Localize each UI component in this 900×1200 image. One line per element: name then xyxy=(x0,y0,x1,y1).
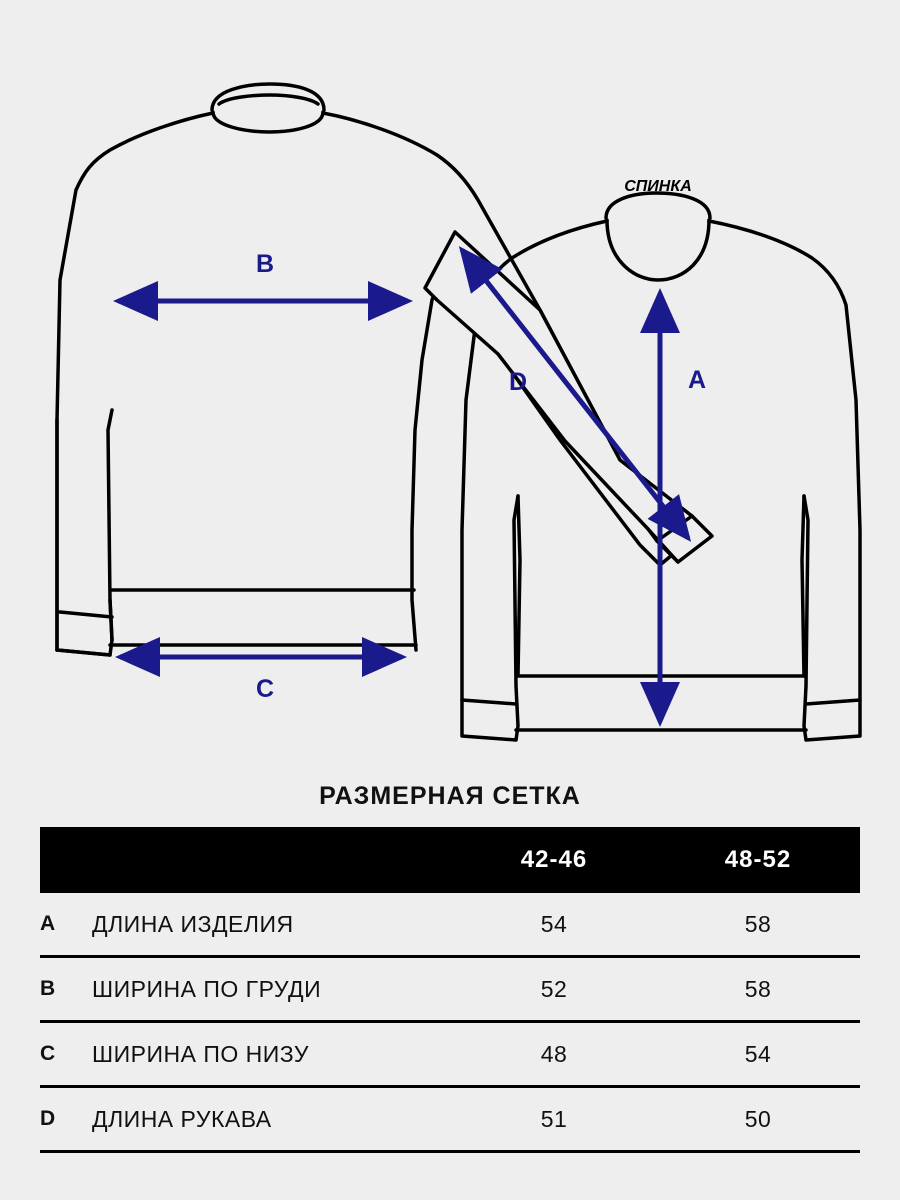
header-key xyxy=(40,827,92,893)
header-name xyxy=(92,827,452,893)
dimension-label-b: B xyxy=(255,250,275,278)
row-name: ШИРИНА ПО НИЗУ xyxy=(92,1040,310,1067)
table-row xyxy=(40,1022,860,1087)
table-header-row xyxy=(40,827,860,893)
row-name: ШИРИНА ПО ГРУДИ xyxy=(92,975,322,1002)
dimension-label-d: D xyxy=(508,368,528,396)
front-sweatshirt-outline xyxy=(57,84,690,655)
row-value-size-1: 54 xyxy=(540,910,568,937)
size-table-section xyxy=(0,770,900,1200)
row-name: ДЛИНА ИЗДЕЛИЯ xyxy=(92,910,294,937)
dimension-label-c: C xyxy=(255,675,275,703)
row-key: A xyxy=(40,912,56,935)
header-size-2: 48-52 xyxy=(724,846,792,873)
row-key: C xyxy=(40,1042,56,1065)
size-table-title: РАЗМЕРНАЯ СЕТКА xyxy=(319,782,581,810)
row-value-size-2: 58 xyxy=(744,910,772,937)
row-value-size-2: 58 xyxy=(744,975,772,1002)
dimension-arrow-d xyxy=(462,250,688,538)
row-value-size-1: 52 xyxy=(540,975,568,1002)
row-value-size-1: 48 xyxy=(540,1040,568,1067)
size-table-head xyxy=(40,827,860,893)
table-row xyxy=(40,957,860,1022)
size-table xyxy=(40,827,860,1153)
dimension-arrow-b xyxy=(118,250,408,301)
row-value-size-1: 51 xyxy=(540,1105,568,1132)
table-row xyxy=(40,893,860,957)
dimension-label-a: A xyxy=(687,366,707,394)
row-name: ДЛИНА РУКАВА xyxy=(92,1105,272,1132)
row-key: D xyxy=(40,1107,56,1130)
row-value-size-2: 54 xyxy=(744,1040,772,1067)
size-table-body xyxy=(40,893,860,1152)
table-row xyxy=(40,1087,860,1152)
dimension-arrow-c xyxy=(120,657,402,703)
row-key: B xyxy=(40,977,56,1000)
back-side-label: СПИНКА xyxy=(624,178,692,195)
header-size-1: 42-46 xyxy=(520,846,588,873)
row-value-size-2: 50 xyxy=(744,1105,772,1132)
